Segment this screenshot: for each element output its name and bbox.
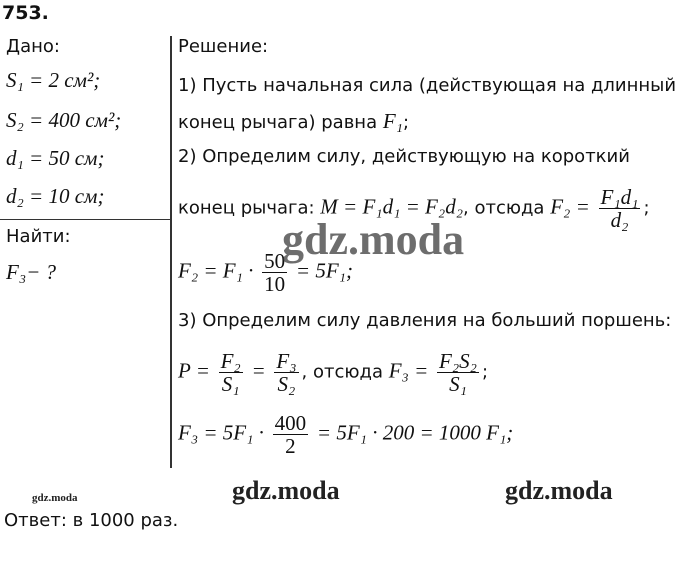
denominator: 2 <box>285 434 296 458</box>
given-item: S₁ = 2 см²; <box>6 68 101 92</box>
eq3-lhs2: F₃ = <box>388 358 429 383</box>
answer: Ответ: в 1000 раз. <box>4 510 179 531</box>
problem-number: 753. <box>2 2 49 24</box>
step2-text: конец рычага: <box>178 197 315 219</box>
numerator: F₃ <box>276 349 297 373</box>
step1-line2 <box>178 109 409 134</box>
watermark: gdz.moda <box>505 476 613 505</box>
numerator: F₁d₁ <box>600 185 639 209</box>
find-item: F₃− ? <box>6 260 57 284</box>
watermark: gdz.moda <box>282 215 465 264</box>
eq3-mid: , отсюда <box>301 361 383 383</box>
denominator: S₁ <box>221 372 240 396</box>
moment-equation: M = F₁d₁ = F₂d₂ <box>320 194 463 219</box>
step2-mid: , отсюда <box>463 197 545 219</box>
denominator: d₂ <box>610 208 629 232</box>
step1-end: ; <box>402 112 410 133</box>
numerator: F₂ <box>220 349 241 373</box>
given-item: d₂ = 10 см; <box>6 184 105 208</box>
eq2-rhs: = 5F₁; <box>295 258 353 283</box>
eq3-end: ; <box>481 361 489 383</box>
step3-line1: 3) Определим силу давления на больший поршень: <box>178 310 672 331</box>
numerator: 400 <box>274 411 307 435</box>
step2-line1: 2) Определим силу, действующую на короткий <box>178 146 630 167</box>
denominator: 10 <box>264 272 286 296</box>
step2-lhs: F₂ = <box>550 194 590 219</box>
given-label: Дано: <box>6 36 60 57</box>
eq2-lhs: F₂ = F₁ · <box>178 258 254 283</box>
watermark: gdz.moda <box>232 476 340 505</box>
find-label: Найти: <box>6 226 71 247</box>
numerator: F₂S₂ <box>439 349 477 373</box>
eq3-equals: = <box>251 358 266 383</box>
fraction <box>273 412 309 457</box>
given-item: d₁ = 50 см; <box>6 146 105 170</box>
equation-f3 <box>178 412 513 457</box>
given-item: S₂ = 400 см²; <box>6 108 122 132</box>
fraction <box>274 350 298 395</box>
step1-line1: 1) Пусть начальная сила (действующая на длинный <box>178 75 677 96</box>
denominator: S₁ <box>449 372 467 396</box>
column-divider <box>170 36 172 468</box>
fraction <box>219 350 243 395</box>
given-find-divider <box>0 219 170 220</box>
step2-end: ; <box>643 197 650 219</box>
denominator: S₂ <box>277 372 296 396</box>
equation-pressure <box>178 350 488 395</box>
step1-math: F₁ <box>382 109 403 133</box>
solution-label: Решение: <box>178 36 269 57</box>
fraction <box>437 350 479 395</box>
step1-text: конец рычага) равна <box>178 112 383 133</box>
numerator: 50 <box>264 249 286 273</box>
watermark: gdz.moda <box>32 492 78 504</box>
eq3-lhs: P = <box>178 358 210 383</box>
fraction <box>599 186 641 231</box>
eq4-rhs: = 5F₁ · 200 = 1000 F₁; <box>316 420 514 445</box>
eq4-lhs: F₃ = 5F₁ · <box>178 420 264 445</box>
